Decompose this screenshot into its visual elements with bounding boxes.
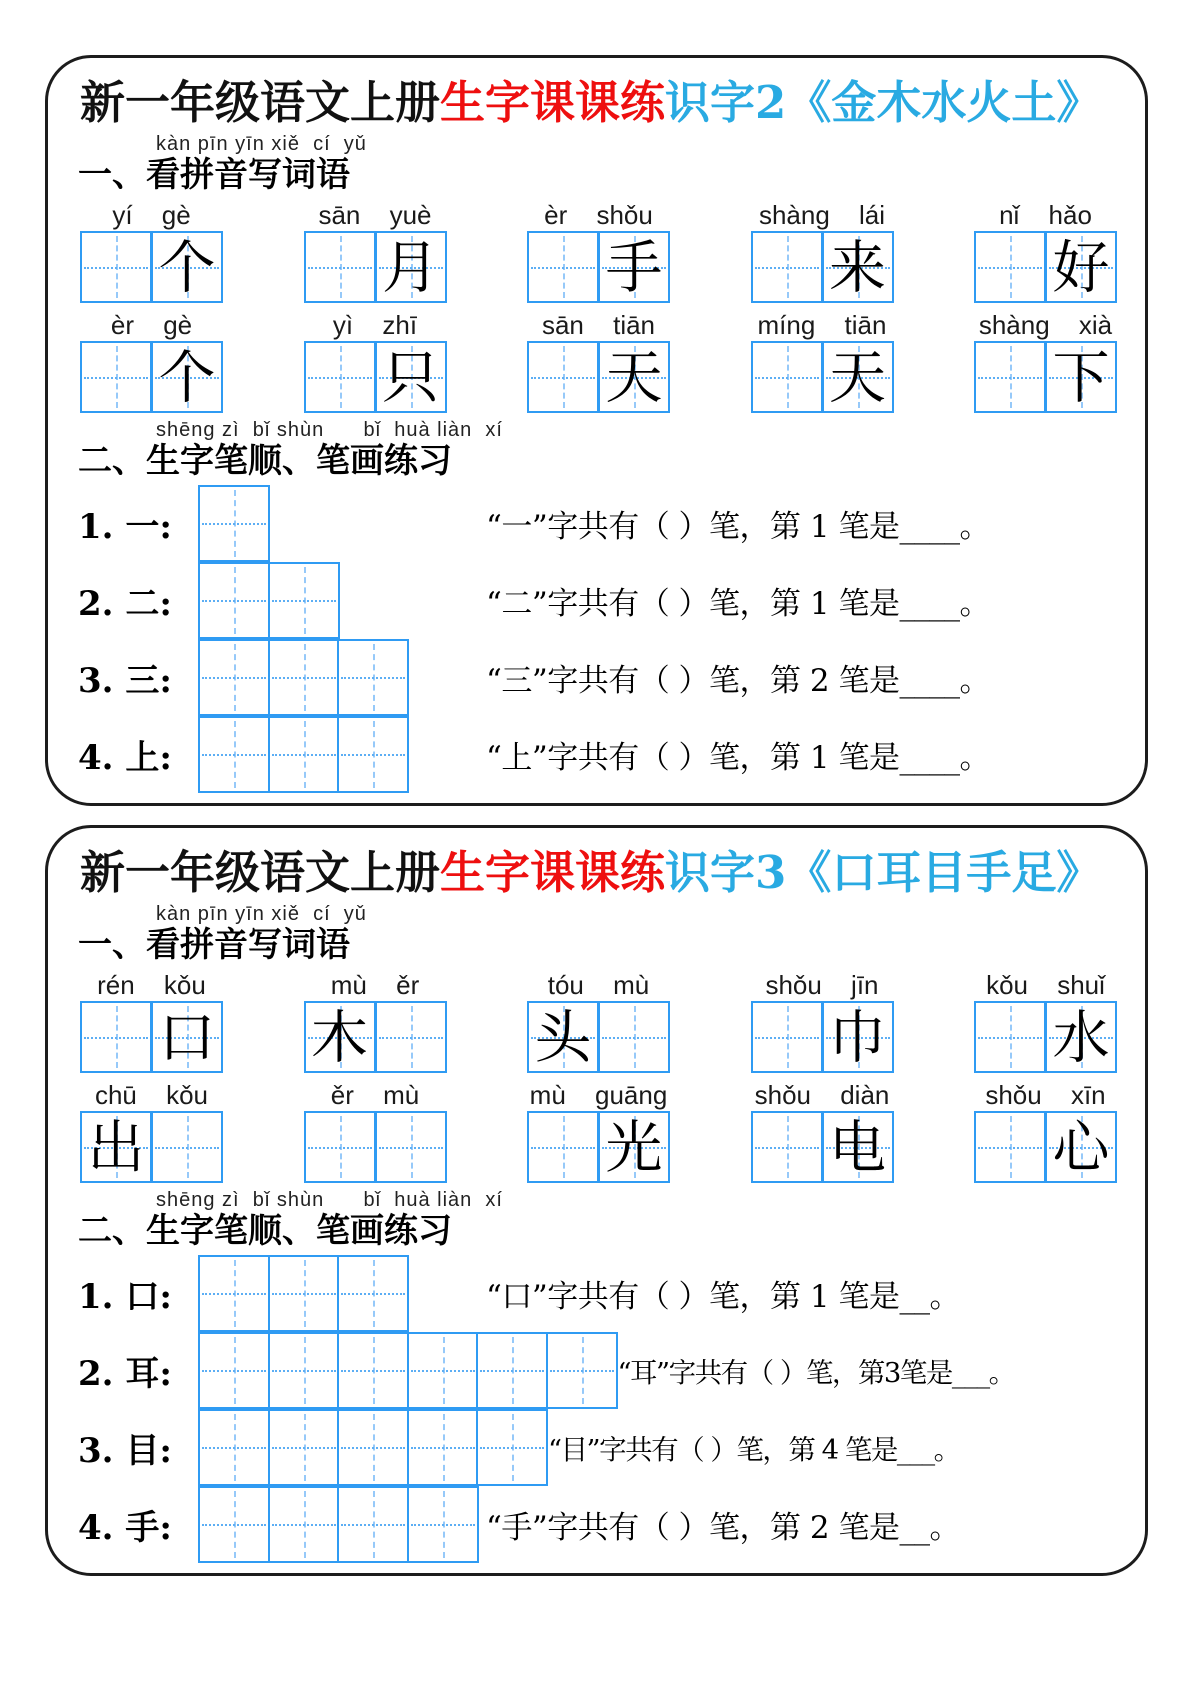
handwritten-character: [377, 1003, 445, 1071]
practice-item: [78, 1332, 1119, 1409]
section-heading-pinyin: kàn pīn yīn xiě cí yǔ: [156, 132, 367, 155]
word-group: [527, 1079, 670, 1183]
character-write-box: [974, 231, 1117, 303]
section-pinyin-words: [78, 133, 1119, 195]
word-row: [80, 309, 1117, 413]
handwritten-character: [306, 343, 374, 411]
title-segment-course: 新一年级语文上册: [80, 76, 441, 129]
word-group: [80, 1079, 223, 1183]
title-segment-course: 新一年级语文上册: [80, 845, 441, 899]
word-group: [751, 1079, 894, 1183]
character-write-box: [80, 231, 223, 303]
word-pinyin-label: chū kǒu: [94, 1079, 209, 1110]
character-write-box: [304, 1111, 447, 1183]
tianzige-cell: [337, 716, 409, 793]
word-rows: [78, 199, 1119, 413]
stroke-practice-grid: [198, 639, 486, 716]
handwritten-character: 巾: [829, 1004, 886, 1071]
handwritten-character: 出: [87, 1114, 145, 1181]
tianzige-cell: [375, 341, 447, 413]
handwritten-character: [976, 1003, 1044, 1071]
word-pinyin-label: tóu mù: [547, 969, 650, 1000]
tianzige-cell: [198, 562, 270, 639]
practice-item: [78, 716, 1119, 793]
word-group: [974, 1079, 1117, 1183]
tianzige-cell: [598, 341, 670, 413]
practice-item-label: 4. 手:: [78, 1507, 172, 1548]
practice-item: [78, 1255, 1119, 1332]
character-write-box: [751, 341, 894, 413]
handwritten-character: 天: [829, 344, 886, 411]
tianzige-cell: [751, 341, 823, 413]
tianzige-cell: [80, 231, 152, 303]
practice-item-label: 1. 一:: [78, 506, 172, 547]
word-group: [527, 969, 670, 1073]
tianzige-cell: [304, 1001, 376, 1073]
tianzige-cell: [268, 1332, 340, 1409]
tianzige-cell: [974, 1001, 1046, 1073]
handwritten-character: 只: [382, 344, 439, 411]
word-group: [974, 199, 1117, 303]
stroke-practice-grid: [198, 716, 486, 793]
section-pinyin-words: [78, 903, 1119, 965]
character-write-box: [751, 1001, 894, 1073]
word-group: [80, 199, 223, 303]
practice-item-label: 4. 上:: [78, 737, 172, 778]
tianzige-cell: [198, 1255, 270, 1332]
word-row: [80, 969, 1117, 1073]
tianzige-cell: [407, 1332, 479, 1409]
title-segment-lesson: 识字2《金木水火土》: [665, 76, 1102, 129]
practice-question: “口”字共有（ ）笔，第 1 笔是__。: [486, 1278, 960, 1315]
tianzige-cell: [198, 1409, 270, 1486]
word-pinyin-label: míng tiān: [757, 309, 887, 340]
practice-item-label: 2. 耳:: [78, 1353, 172, 1394]
handwritten-character: [600, 1003, 668, 1071]
section-stroke-practice: [78, 1189, 1119, 1251]
character-write-box: [527, 1111, 670, 1183]
tianzige-cell: [337, 1486, 409, 1563]
practice-item-label: 3. 三:: [78, 660, 172, 701]
tianzige-cell: [751, 1111, 823, 1183]
character-write-box: [527, 231, 670, 303]
handwritten-character: 头: [534, 1004, 592, 1071]
tianzige-cell: [375, 231, 447, 303]
tianzige-cell: [527, 1111, 599, 1183]
tianzige-cell: [1045, 1001, 1117, 1073]
tianzige-cell: [598, 1111, 670, 1183]
section-heading: 二、生字笔顺、笔画练习: [78, 440, 452, 481]
tianzige-cell: [198, 716, 270, 793]
title-segment-lesson: 识字3《口耳目手足》: [665, 845, 1102, 899]
word-pinyin-label: yí gè: [112, 199, 191, 230]
word-pinyin-label: rén kǒu: [97, 969, 206, 1000]
handwritten-character: [82, 233, 150, 301]
panel-title: [80, 846, 1119, 901]
tianzige-cell: [268, 639, 340, 716]
tianzige-cell: [822, 231, 894, 303]
handwritten-character: 个: [158, 234, 216, 301]
practice-question: “上”字共有（ ）笔，第 1 笔是____。: [486, 739, 990, 776]
character-write-box: [80, 1111, 223, 1183]
practice-question: “手”字共有（ ）笔，第 2 笔是__。: [486, 1509, 960, 1546]
tianzige-cell: [1045, 341, 1117, 413]
tianzige-cell: [268, 1486, 340, 1563]
tianzige-cell: [407, 1486, 479, 1563]
word-group: [974, 309, 1117, 413]
character-write-box: [527, 341, 670, 413]
handwritten-character: [306, 233, 374, 301]
word-group: [304, 969, 447, 1073]
tianzige-cell: [822, 1001, 894, 1073]
handwritten-character: [82, 343, 150, 411]
handwritten-character: [976, 343, 1044, 411]
handwritten-character: [753, 1113, 821, 1181]
tianzige-cell: [337, 639, 409, 716]
handwritten-character: 下: [1052, 344, 1110, 411]
handwritten-character: [976, 1113, 1044, 1181]
section-heading-pinyin: shēng zì bǐ shùn bǐ huà liàn xí: [156, 418, 503, 441]
tianzige-cell: [546, 1332, 618, 1409]
practice-item: [78, 1409, 1119, 1486]
handwritten-character: 木: [311, 1004, 368, 1071]
practice-item: [78, 639, 1119, 716]
tianzige-cell: [822, 1111, 894, 1183]
title-segment-series: 生字课课练: [440, 76, 666, 129]
practice-question: “二”字共有（ ）笔，第 1 笔是____。: [486, 585, 990, 622]
word-pinyin-label: mù guāng: [529, 1079, 668, 1110]
handwritten-character: [529, 343, 597, 411]
word-pinyin-label: sān yuè: [318, 199, 432, 230]
tianzige-cell: [198, 485, 270, 562]
handwritten-character: 手: [605, 234, 663, 301]
tianzige-cell: [268, 1255, 340, 1332]
section-heading-pinyin: kàn pīn yīn xiě cí yǔ: [156, 902, 367, 925]
tianzige-cell: [375, 1111, 447, 1183]
word-group: [751, 199, 894, 303]
practice-rows: [78, 1255, 1119, 1563]
handwritten-character: [82, 1003, 150, 1071]
word-pinyin-label: èr shǒu: [544, 199, 653, 230]
word-pinyin-label: yì zhī: [332, 309, 418, 340]
section-heading: 一、看拼音写词语: [78, 924, 350, 965]
practice-question: “一”字共有（ ）笔，第 1 笔是____。: [486, 508, 990, 545]
word-group: [304, 199, 447, 303]
word-pinyin-label: shǒu diàn: [754, 1079, 890, 1110]
practice-item-label: 2. 二:: [78, 583, 172, 624]
word-group: [304, 1079, 447, 1183]
tianzige-cell: [337, 1255, 409, 1332]
character-write-box: [974, 1111, 1117, 1183]
word-pinyin-label: shàng xià: [978, 309, 1113, 340]
word-row: [80, 199, 1117, 303]
tianzige-cell: [598, 1001, 670, 1073]
tianzige-cell: [80, 341, 152, 413]
tianzige-cell: [822, 341, 894, 413]
word-pinyin-label: sān tiān: [541, 309, 656, 340]
tianzige-cell: [151, 1001, 223, 1073]
stroke-practice-grid: [198, 1255, 486, 1332]
tianzige-cell: [476, 1409, 548, 1486]
tianzige-cell: [974, 231, 1046, 303]
tianzige-cell: [407, 1409, 479, 1486]
handwritten-character: 好: [1052, 234, 1110, 301]
stroke-practice-grid: [198, 562, 486, 639]
tianzige-cell: [527, 341, 599, 413]
practice-item: [78, 485, 1119, 562]
title-segment-series: 生字课课练: [440, 845, 666, 899]
tianzige-cell: [337, 1409, 409, 1486]
panel-title: [80, 76, 1119, 131]
tianzige-cell: [304, 341, 376, 413]
tianzige-cell: [268, 716, 340, 793]
worksheet-panel: [45, 825, 1148, 1576]
tianzige-cell: [198, 639, 270, 716]
tianzige-cell: [598, 231, 670, 303]
stroke-practice-grid: [198, 485, 486, 562]
word-group: [80, 309, 223, 413]
word-pinyin-label: mù ěr: [330, 969, 420, 1000]
panels-container: [45, 55, 1148, 1576]
character-write-box: [974, 341, 1117, 413]
tianzige-cell: [80, 1111, 152, 1183]
handwritten-character: 个: [158, 344, 216, 411]
tianzige-cell: [974, 1111, 1046, 1183]
tianzige-cell: [337, 1332, 409, 1409]
word-pinyin-label: shǒu xīn: [985, 1079, 1106, 1110]
word-pinyin-label: shǒu jīn: [765, 969, 879, 1000]
tianzige-cell: [268, 562, 340, 639]
word-group: [304, 309, 447, 413]
practice-item-label: 1. 口:: [78, 1276, 172, 1317]
character-write-box: [527, 1001, 670, 1073]
handwritten-character: [753, 1003, 821, 1071]
section-stroke-practice: [78, 419, 1119, 481]
handwritten-character: 心: [1052, 1114, 1110, 1181]
handwritten-character: [153, 1113, 221, 1181]
word-group: [751, 969, 894, 1073]
practice-question: “三”字共有（ ）笔，第 2 笔是____。: [486, 662, 990, 699]
handwritten-character: 水: [1052, 1004, 1110, 1071]
character-write-box: [304, 341, 447, 413]
tianzige-cell: [751, 231, 823, 303]
word-group: [527, 199, 670, 303]
word-group: [527, 309, 670, 413]
handwritten-character: 月: [382, 234, 439, 301]
section-heading: 二、生字笔顺、笔画练习: [78, 1210, 452, 1251]
word-pinyin-label: nǐ hǎo: [999, 199, 1092, 230]
handwritten-character: 口: [158, 1004, 216, 1071]
practice-question: “耳”字共有（ ）笔，第3笔是___。: [617, 1357, 1015, 1390]
practice-rows: [78, 485, 1119, 793]
character-write-box: [751, 1111, 894, 1183]
character-write-box: [80, 1001, 223, 1073]
character-write-box: [304, 1001, 447, 1073]
handwritten-character: [753, 233, 821, 301]
handwritten-character: 来: [829, 234, 886, 301]
handwritten-character: [529, 233, 597, 301]
word-row: [80, 1079, 1117, 1183]
tianzige-cell: [1045, 1111, 1117, 1183]
character-write-box: [304, 231, 447, 303]
tianzige-cell: [375, 1001, 447, 1073]
handwritten-character: [377, 1113, 445, 1181]
tianzige-cell: [198, 1486, 270, 1563]
practice-question: “目”字共有（ ）笔，第 4 笔是___。: [548, 1434, 960, 1467]
word-group: [751, 309, 894, 413]
tianzige-cell: [527, 231, 599, 303]
worksheet-panel: [45, 55, 1148, 806]
tianzige-cell: [751, 1001, 823, 1073]
tianzige-cell: [974, 341, 1046, 413]
tianzige-cell: [151, 1111, 223, 1183]
character-write-box: [80, 341, 223, 413]
word-pinyin-label: kǒu shuǐ: [986, 969, 1105, 1000]
character-write-box: [974, 1001, 1117, 1073]
word-pinyin-label: ěr mù: [330, 1079, 420, 1110]
handwritten-character: 电: [829, 1114, 886, 1181]
word-pinyin-label: èr gè: [110, 309, 193, 340]
word-group: [974, 969, 1117, 1073]
tianzige-cell: [151, 231, 223, 303]
stroke-practice-grid: [198, 1486, 486, 1563]
word-rows: [78, 969, 1119, 1183]
handwritten-character: 天: [605, 344, 663, 411]
character-write-box: [751, 231, 894, 303]
practice-item-label: 3. 目:: [78, 1430, 172, 1471]
practice-item: [78, 562, 1119, 639]
section-heading-pinyin: shēng zì bǐ shùn bǐ huà liàn xí: [156, 1188, 503, 1211]
handwritten-character: [753, 343, 821, 411]
handwritten-character: [976, 233, 1044, 301]
tianzige-cell: [268, 1409, 340, 1486]
tianzige-cell: [198, 1332, 270, 1409]
tianzige-cell: [527, 1001, 599, 1073]
stroke-practice-grid: [198, 1409, 548, 1486]
handwritten-character: 光: [605, 1114, 663, 1181]
word-group: [80, 969, 223, 1073]
section-heading: 一、看拼音写词语: [78, 154, 350, 195]
tianzige-cell: [1045, 231, 1117, 303]
handwritten-character: [306, 1113, 374, 1181]
tianzige-cell: [476, 1332, 548, 1409]
tianzige-cell: [80, 1001, 152, 1073]
word-pinyin-label: shàng lái: [758, 199, 886, 230]
handwritten-character: [529, 1113, 597, 1181]
tianzige-cell: [304, 231, 376, 303]
practice-item: [78, 1486, 1119, 1563]
stroke-practice-grid: [198, 1332, 618, 1409]
tianzige-cell: [151, 341, 223, 413]
tianzige-cell: [304, 1111, 376, 1183]
